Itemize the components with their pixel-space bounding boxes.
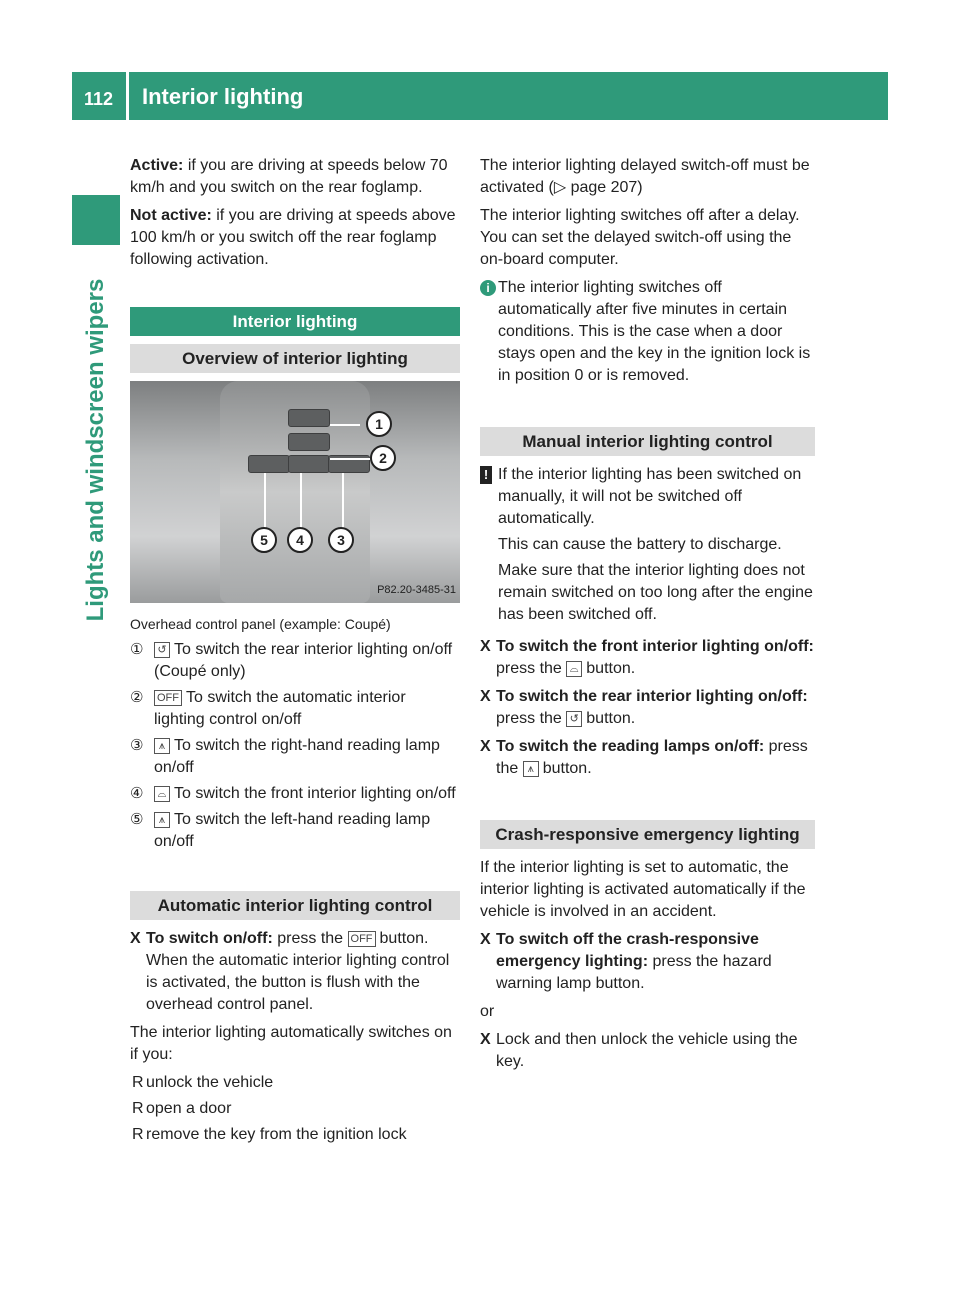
page-number: 112 [84,89,114,109]
list-item: R open a door [132,1100,232,1117]
legend-item: ② OFF To switch the automatic interior lighting control on/off [130,689,406,728]
callout-1: 1 [366,411,392,437]
step-marker-icon: X [480,638,491,655]
subsection-title-overview: Overview of interior lighting [130,344,460,373]
page-title: Interior lighting [142,84,304,109]
reading-lamp-icon: ⩚ [154,812,170,828]
callout-3: 3 [328,527,354,553]
legend-item: ③ ⩚ To switch the right-hand reading lamp on/off [130,737,440,776]
list-item: R remove the key from the ignition lock [132,1126,407,1143]
active-paragraph: Active: if you are driving at speeds below 70 km/h and you switch on the rear foglamp. [130,157,448,196]
overhead-panel-photo [130,381,460,603]
legend-item: ⑤ ⩚ To switch the left-hand reading lamp on/off [130,811,431,850]
delay-paragraph: The interior lighting delayed switch-off must be activated (▷ page 207) [480,157,810,196]
panel-button [288,433,330,451]
subsection-title-automatic: Automatic interior lighting control [130,891,460,920]
step-marker-icon: X [480,931,491,948]
rear-interior-light-icon: ↺ [566,711,582,727]
right-column [480,155,815,1079]
panel-button [288,409,330,427]
panel-button [288,455,330,473]
front-interior-light-icon: ⌓ [566,661,582,677]
list-item: R unlock the vehicle [132,1074,274,1091]
warning-icon: ! [480,466,492,484]
auto-intro: The interior lighting automatically switches on if you: [130,1024,452,1063]
subsection-title-manual: Manual interior lighting control [480,427,815,456]
instruction-step: X To switch the front interior lighting on/off: press the ⌓ button. [480,636,815,680]
step-marker-icon: X [480,738,491,755]
image-code: P82.20-3485-31 [377,584,456,596]
step-marker-icon: X [130,930,141,947]
callout-5: 5 [251,527,277,553]
callout-4: 4 [287,527,313,553]
instruction-step: X Lock and then unlock the vehicle using the key. [480,1029,815,1073]
subsection-title-crash: Crash-responsive emergency lighting [480,820,815,849]
side-tab [72,195,120,245]
info-note: i The interior lighting switches off automatically after five minutes in certain conditions. This is the case when a door stays open and the key in the ignition lock is in position 0 or is removed. [480,277,815,387]
panel-button [248,455,290,473]
left-column [130,155,460,1150]
info-icon: i [480,280,496,296]
not-active-paragraph: Not active: if you are driving at speeds above 100 km/h or you switch off the rear foglamp following activation. [130,207,456,268]
reading-lamp-icon: ⩚ [154,738,170,754]
header-divider [126,72,129,120]
figure-caption: Overhead control panel (example: Coupé) [130,616,391,632]
crash-paragraph: If the interior lighting is set to automatic, the interior lighting is activated automatically if the vehicle is involved in an accident. [480,859,806,920]
chapter-label: Lights and windscreen wipers [82,278,109,622]
instruction-step: X To switch the reading lamps on/off: press the ⩚ button. [480,736,815,780]
instruction-step: X To switch on/off: press the OFF button. When the automatic interior lighting control is activated, the button is flush with the overhead control panel. [130,928,460,1016]
automatic-lighting-icon: OFF [154,690,182,706]
legend-item: ① ↺ To switch the rear interior lighting on/off (Coupé only) [130,641,453,680]
or-text: or [480,1003,495,1020]
automatic-lighting-icon: OFF [348,931,376,947]
step-marker-icon: X [480,688,491,705]
legend-item: ④ ⌓ To switch the front interior lighting on/off [130,785,456,802]
rear-interior-light-icon: ↺ [154,642,170,658]
instruction-step: X To switch the rear interior lighting on/off: press the ↺ button. [480,686,815,730]
front-interior-light-icon: ⌓ [154,786,170,802]
section-title-interior-lighting: Interior lighting [130,307,460,336]
step-marker-icon: X [480,1031,491,1048]
instruction-step: X To switch off the crash-responsive emergency lighting: press the hazard warning lamp button. [480,929,815,995]
warning-note: ! If the interior lighting has been switched on manually, it will not be switched off automatically. This can cause the battery to discharge. Make sure that the interior lighting does not remain switched on too long after the engine has been switched off. [480,464,815,630]
delay-paragraph: The interior lighting switches off after a delay. You can set the delayed switch-off using the on-board computer. [480,207,800,268]
reading-lamp-icon: ⩚ [523,761,539,777]
callout-2: 2 [370,445,396,471]
